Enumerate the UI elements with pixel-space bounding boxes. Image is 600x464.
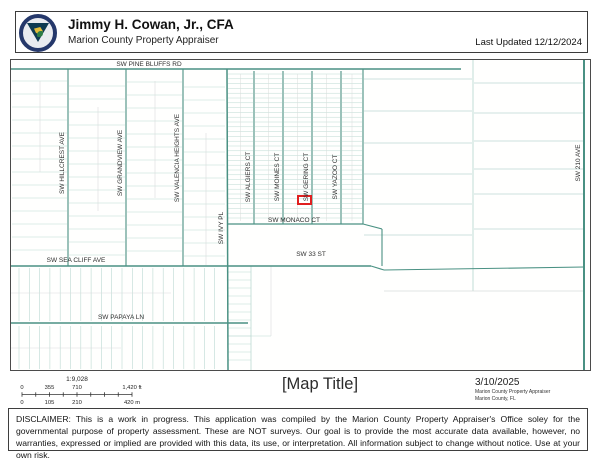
office-name: Marion County Property Appraiser [68, 35, 219, 46]
street-label-sw-algiers-ct: SW ALGIERS CT [245, 151, 252, 203]
scale-bar [15, 373, 200, 407]
appraiser-name: Jimmy H. Cowan, Jr., CFA [68, 17, 234, 32]
street-label-sw-sea-cliff-ave: SW SEA CLIFF AVE [46, 257, 106, 264]
scale-meter-tick: 0 [20, 400, 24, 406]
county-seal-logo [19, 14, 57, 52]
street-label-sw-pine-bluffs-rd: SW PINE BLUFFS RD [116, 61, 182, 68]
street-label-sw-210-ave: SW 210 AVE [575, 144, 582, 182]
street-label-sw-moines-ct: SW MOINES CT [274, 152, 281, 202]
street-label-sw-hillcrest-ave: SW HILLCREST AVE [59, 132, 66, 194]
seal-leaf-shape [37, 31, 43, 37]
header [15, 11, 588, 53]
street-label-sw-monaco-ct: SW MONACO CT [268, 217, 320, 224]
scale-feet-tick: 355 [44, 385, 55, 391]
street-label-sw-gering-ct: SW GERING CT [303, 152, 310, 202]
scale-feet-tick: 0 [20, 385, 24, 391]
street-label-sw-yazoo-ct: SW YAZOO CT [332, 154, 339, 200]
street-label-sw-valencia-heights-ave: SW VALENCIA HEIGHTS AVE [174, 113, 181, 203]
map-line [227, 69, 228, 370]
street-label-sw-ivy-pl: SW IVY PL [218, 211, 225, 245]
street-label-sw-papaya-ln: SW PAPAYA LN [97, 314, 145, 321]
credit-location: Marion County, FL [475, 395, 516, 402]
map-credits [475, 377, 590, 402]
last-updated-label: Last Updated 12/12/2024 [475, 37, 582, 48]
scale-feet-tick: 710 [72, 385, 82, 391]
scale-ratio: 1:9,028 [66, 376, 88, 383]
map-line [384, 267, 584, 270]
map-line [363, 224, 382, 229]
scale-meter-tick: 105 [44, 400, 55, 406]
street-label-sw-grandview-ave: SW GRANDVIEW AVE [117, 129, 124, 197]
scale-meter-tick: 420 m [123, 400, 141, 406]
street-label-sw-33-st: SW 33 ST [296, 251, 326, 258]
map-date: 3/10/2025 [475, 377, 520, 388]
credit-org: Marion County Property Appraiser [475, 389, 551, 395]
scale-meter-tick: 210 [72, 400, 82, 406]
disclaimer-text: DISCLAIMER: This is a work in progress. This application was compiled by the Marion County Property Appraiser's Office soley for the governmental purpose of property assessment. These are NOT surveys. Our goal is to provide the most accurate data available, however, no warranties, expressed or implied are provided with this data, its use, or interpretation. All information subject to change without notice. Use at your own risk. [8, 408, 588, 451]
scale-feet-tick: 1,420 ft [122, 385, 142, 391]
map-title: [Map Title] [281, 375, 359, 393]
map-line [371, 266, 384, 270]
parcel-map[interactable] [10, 59, 591, 371]
